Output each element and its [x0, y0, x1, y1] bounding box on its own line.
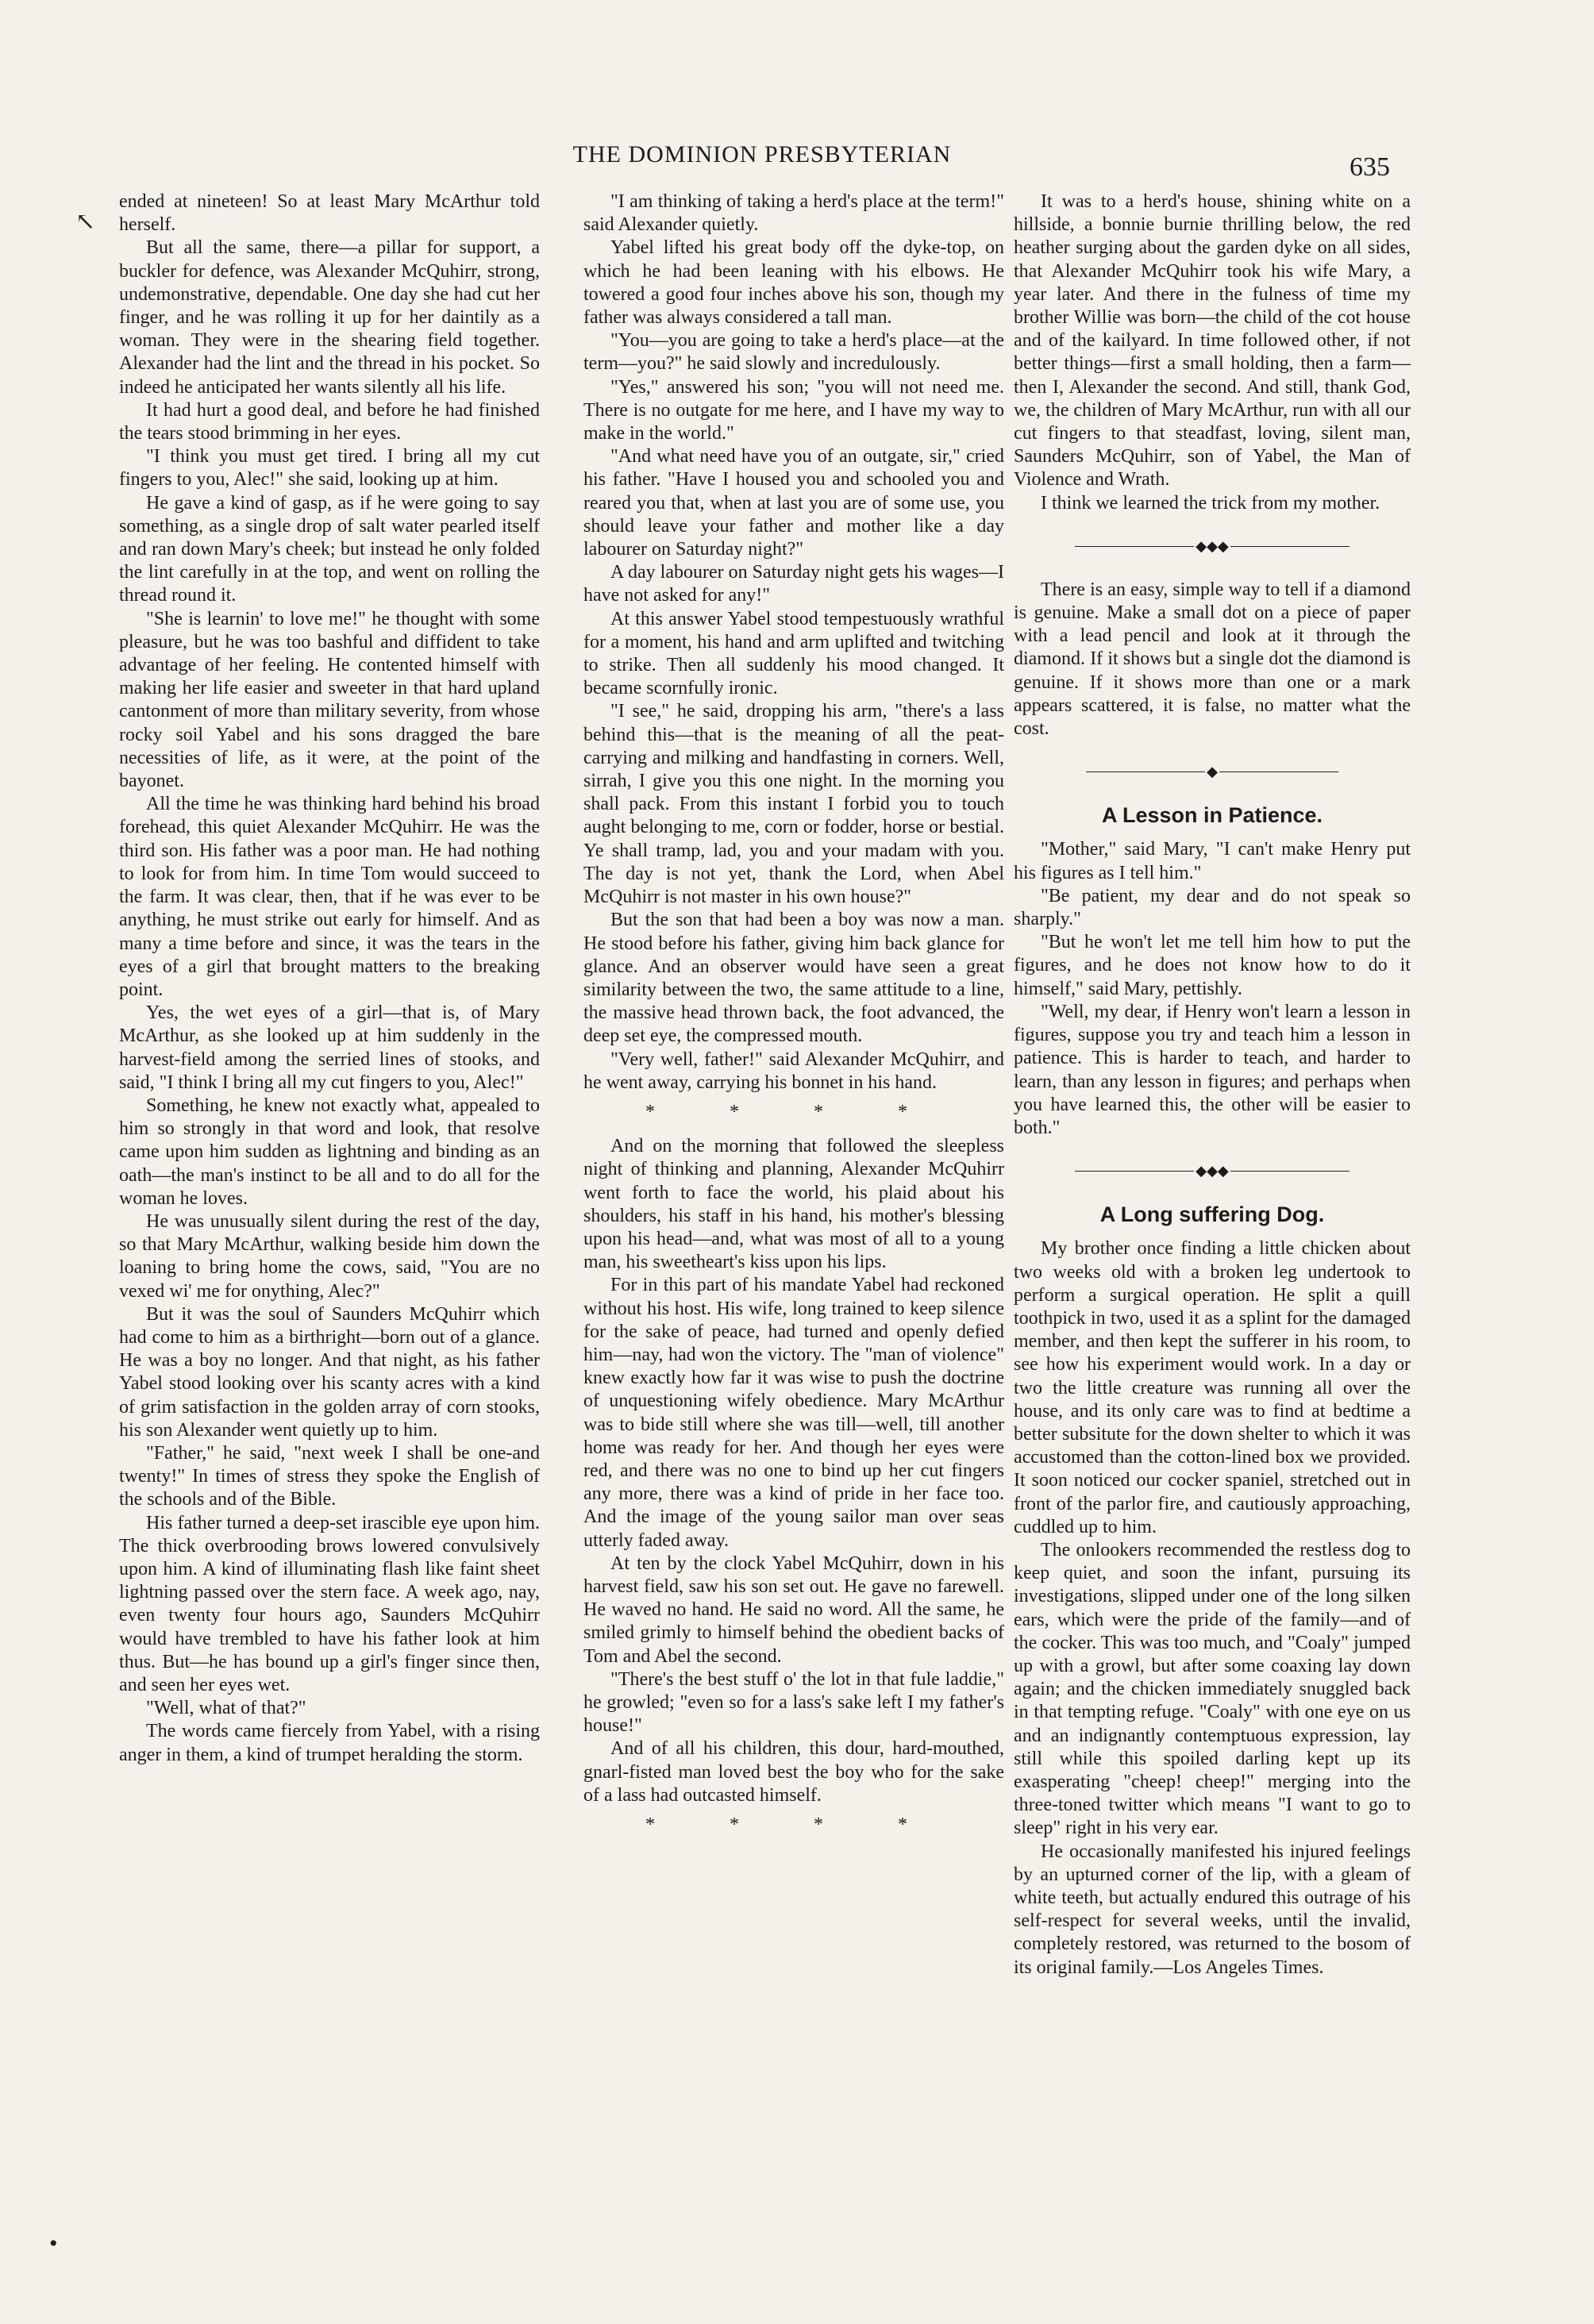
- paragraph: "Father," he said, "next week I shall be one-and twenty!" In times of stress they spoke the English of the schools and of the Bible.: [119, 1442, 540, 1510]
- paragraph: He occasionally manifested his injured feelings by an upturned corner of the lip, with a gleam of white teeth, but actually endured this outrage of his self-respect for several weeks, until the invalid, completely restored, was returned to the bosom of its original family.—Los Angeles Times.: [1014, 1841, 1411, 1978]
- paragraph: And on the morning that followed the sleepless night of thinking and planning, Alexander McQuhirr went forth to face the world, his plaid about his shoulders, his staff in his hand, his mother's blessing upon his head—and, what was most of all to a young man, his sweetheart's kiss upon his lips.: [583, 1136, 1004, 1273]
- paragraph: "Mother," said Mary, "I can't make Henry put his figures as I tell him.": [1014, 839, 1411, 883]
- section-break-stars: * * * *: [645, 1814, 942, 1836]
- paragraph: At ten by the clock Yabel McQuhirr, down in his harvest field, saw his son set out. He gave no farewell. He waved no hand. He said no word. All the same, he smiled grimly to himself behind the obedient backs of Tom and Abel the second.: [583, 1553, 1004, 1667]
- paragraph: All the time he was thinking hard behind his broad forehead, this quiet Alexander McQuhirr. He was the third son. His father was a poor man. He had nothing to look for from him. In time Tom would succeed to the farm. It was clear, then, that if he was ever to be anything, he must strike out early for himself. And as many a time before and since, it was the tears in the eyes of a girl that brought matters to the breaking point.: [119, 794, 540, 1000]
- paragraph: Yabel lifted his great body off the dyke-top, on which he had been leaning with his elbows. He towered a good four inches above his son, though my father was always considered a tall man.: [583, 237, 1004, 329]
- paragraph: "I think you must get tired. I bring all my cut fingers to you, Alec!" she said, looking up at him.: [119, 446, 540, 491]
- paragraph: "I see," he said, dropping his arm, "there's a lass behind this—that is the meaning of all the peat-carrying and milking and handfasting in corners. Well, sirrah, I give you this one night. In the morning you shall pack. From this instant I forbid you to touch aught belonging to me, corn or fodder, horse or bestial. Ye shall tramp, lad, you and your madam with you. The day is not yet, thank the Lord, when Abel McQuhirr is not master in his own house?": [583, 701, 1004, 908]
- page-header-title: THE DOMINION PRESBYTERIAN: [572, 141, 952, 167]
- paragraph: "Well, what of that?": [146, 1698, 306, 1719]
- paragraph: His father turned a deep-set irascible eye upon him. The thick overbrooding brows lowered convulsively upon him. A kind of illuminating flash like faint sheet lightning passed over the stern face. A week ago, nay, even twenty four hours ago, Saunders McQuhirr would have trembled to have his father look at him thus. But—he has bound up a girl's finger since then, and seen her eyes wet.: [119, 1512, 540, 1695]
- paragraph: Something, he knew not exactly what, appealed to him so strongly in that word and look, that resolve came upon him sudden as lightning and binding as an oath—the man's instinct to be all and to do all for the woman he loves.: [119, 1095, 540, 1209]
- paragraph: The onlookers recommended the restless dog to keep quiet, and soon the infant, pursuing its investigations, slipped under one of the long silken ears, which were the pride of the family—and of the cocker. This was too much, and "Coaly" jumped up with a growl, but after some coaxing lay down again; and the chicken immediately snuggled back in that tempting refuge. "Coaly" with one eye on us and an indignantly contemptuous expression, lay still while this spoiled darling kept up its exasperating "cheep! cheep!" merging into the three-toned twitter which means "I want to go to sleep" right in his very ear.: [1014, 1539, 1411, 1839]
- paragraph: He gave a kind of gasp, as if he were going to say something, as a single drop of salt water pearled itself and ran down Mary's cheek; but instead he only folded the lint carefully in at the top, and went on rolling the thread round it.: [119, 492, 540, 606]
- section-divider: ◆◆◆: [1014, 1159, 1411, 1183]
- ink-speck-icon: •: [49, 2230, 58, 2257]
- paragraph: "She is learnin' to love me!" he thought with some pleasure, but he was too bashful and diffident to take advantage of her feeling. He contented himself with making her life easier and sweeter in that hard upland cantonment of more than military severity, from whose rocky soil Yabel and his sons dragged the bare necessities of life, as it were, at the point of the bayonet.: [119, 608, 540, 792]
- paragraph: "You—you are going to take a herd's place—at the term—you?" he said slowly and incredulously.: [583, 330, 1004, 375]
- margin-mark-icon: ↖: [75, 209, 96, 235]
- paragraph: ended at nineteen! So at least Mary McArthur told herself.: [119, 191, 540, 236]
- paragraph: But all the same, there—a pillar for support, a buckler for defence, was Alexander McQuhirr, strong, undemonstrative, dependable. One day she had cut her finger, and he was rolling it up for her daintily as a woman. They were in the shearing field together. Alexander had the lint and the thread in his pocket. So indeed he anticipated her wants silently all his life.: [119, 237, 540, 398]
- paragraph: I think we learned the trick from my mother.: [1041, 492, 1380, 514]
- paragraph: "There's the best stuff o' the lot in that fule laddie," he growled; "even so for a lass's sake left I my father's house!": [583, 1668, 1004, 1737]
- paragraph: "But he won't let me tell him how to put the figures, and he does not know how to do it himself," said Mary, pettishly.: [1014, 932, 1411, 999]
- section-divider: ◆: [1014, 760, 1411, 783]
- paragraph: "Yes," answered his son; "you will not need me. There is no outgate for me here, and I have my way to make in the world.": [583, 376, 1004, 444]
- paragraph: It had hurt a good deal, and before he had finished the tears stood brimming in her eyes.: [119, 399, 540, 444]
- paragraph: For in this part of his mandate Yabel had reckoned without his host. His wife, long trained to keep silence for the sake of peace, had turned and openly defied him—nay, had won the victory. The "man of violence" knew exactly how far it was wise to push the doctrine of unquestioning wifely obedience. Mary McArthur was to bide still where she was till—well, till another home was ready for her. And though her eyes were red, and there was no one to bind up her cut fingers any more, there was a kind of pride in her face too. And the image of the young sailor man over seas utterly faded away.: [583, 1275, 1004, 1551]
- paragraph: A day labourer on Saturday night gets his wages—I have not asked for any!": [583, 562, 1004, 606]
- paragraph: He was unusually silent during the rest of the day, so that Mary McArthur, walking beside him down the loaning to bring home the cows, said, "You are no vexed wi' me for onything, Alec?": [119, 1210, 540, 1302]
- paragraph: It was to a herd's house, shining white on a hillside, a bonnie burnie thrilling below, the red heather surging about the garden dyke on all sides, that Alexander McQuhirr took his wife Mary, a year later. And there in the fulness of time my brother Willie was born—the child of the cot house and of the kailyard. In time followed other, if not better things—first a small holding, then a farm—then I, Alexander the second. And still, thank God, we, the children of Mary McArthur, run with all our cut fingers to that steadfast, loving, silent man, Saunders McQuhirr, son of Yabel, the Man of Violence and Wrath.: [1014, 191, 1411, 491]
- article-heading: A Long suffering Dog.: [1099, 1202, 1325, 1227]
- paragraph: "And what need have you of an outgate, sir," cried his father. "Have I housed you and schooled you and reared you that, when at last you are of some use, you should leave your father and mother like a day labourer on Saturday night?": [583, 446, 1004, 560]
- paragraph: At this answer Yabel stood tempestuously wrathful for a moment, his hand and arm uplifted and twitching to strike. Then all suddenly his mood changed. It became scornfully ironic.: [583, 608, 1004, 699]
- paragraph: Yes, the wet eyes of a girl—that is, of Mary McArthur, as she looked up at him suddenly in the harvest-field among the serried lines of stooks, and said, "I think I bring all my cut fingers to you, Alec!": [119, 1002, 540, 1093]
- paragraph: "Be patient, my dear and do not speak so sharply.": [1014, 885, 1411, 930]
- column-1: [119, 190, 540, 1767]
- page-number: 635: [1350, 152, 1390, 182]
- column-2: [583, 190, 1004, 1848]
- paragraph: But it was the soul of Saunders McQuhirr which had come to him as a birthright—born out of a glance. He was a boy no longer. And that night, as his father Yabel stood looking over his scanty acres with a kind of grim satisfaction in the golden array of corn stooks, his son Alexander went quietly up to him.: [119, 1303, 540, 1441]
- paragraph: My brother once finding a little chicken about two weeks old with a broken leg undertook to perform a surgical operation. He split a quill toothpick in two, used it as a splint for the damaged member, and then kept the sufferer in his room, to see how his experiment would work. In a day or two the little creature was running all over the house, and its only care was to find at bedtime a better subsitute for the down shelter to which it was accustomed than the cotton-lined box we provided. It soon noticed our cocker spaniel, stretched out in front of the parlor fire, and cautiously approaching, cuddled up to him.: [1014, 1238, 1411, 1537]
- paragraph: "I am thinking of taking a herd's place at the term!" said Alexander quietly.: [583, 191, 1004, 236]
- article-heading: A Lesson in Patience.: [1101, 803, 1323, 828]
- section-divider: ◆◆◆: [1014, 534, 1411, 558]
- paragraph: There is an easy, simple way to tell if a diamond is genuine. Make a small dot on a piece of paper with a lead pencil and look at it through the diamond. If it shows but a single dot the diamond is genuine. If it shows more than one or a mark appears scattered, it is false, no matter what the cost.: [1014, 579, 1411, 740]
- paragraph: "Well, my dear, if Henry won't learn a lesson in figures, suppose you try and teach him a lesson in patience. This is harder to teach, and harder to learn, than any lesson in figures; and perhaps when you have learned this, the other will be easier to both.": [1014, 1001, 1411, 1138]
- paragraph: But the son that had been a boy was now a man. He stood before his father, giving him back glance for glance. And an observer would have seen a great similarity between the two, the same attitude to a line, the massive head thrown back, the foot advanced, the deep set eye, the compressed mouth.: [583, 910, 1004, 1047]
- section-break-stars: * * * *: [645, 1101, 942, 1122]
- paragraph: The words came fiercely from Yabel, with a rising anger in them, a kind of trumpet heralding the storm.: [119, 1721, 540, 1765]
- paragraph: And of all his children, this dour, hard-mouthed, gnarl-fisted man loved best the boy who for the sake of a lass had outcasted himself.: [583, 1738, 1004, 1806]
- paragraph: "Very well, father!" said Alexander McQuhirr, and he went away, carrying his bonnet in his hand.: [583, 1048, 1004, 1093]
- column-3: [1014, 190, 1411, 1980]
